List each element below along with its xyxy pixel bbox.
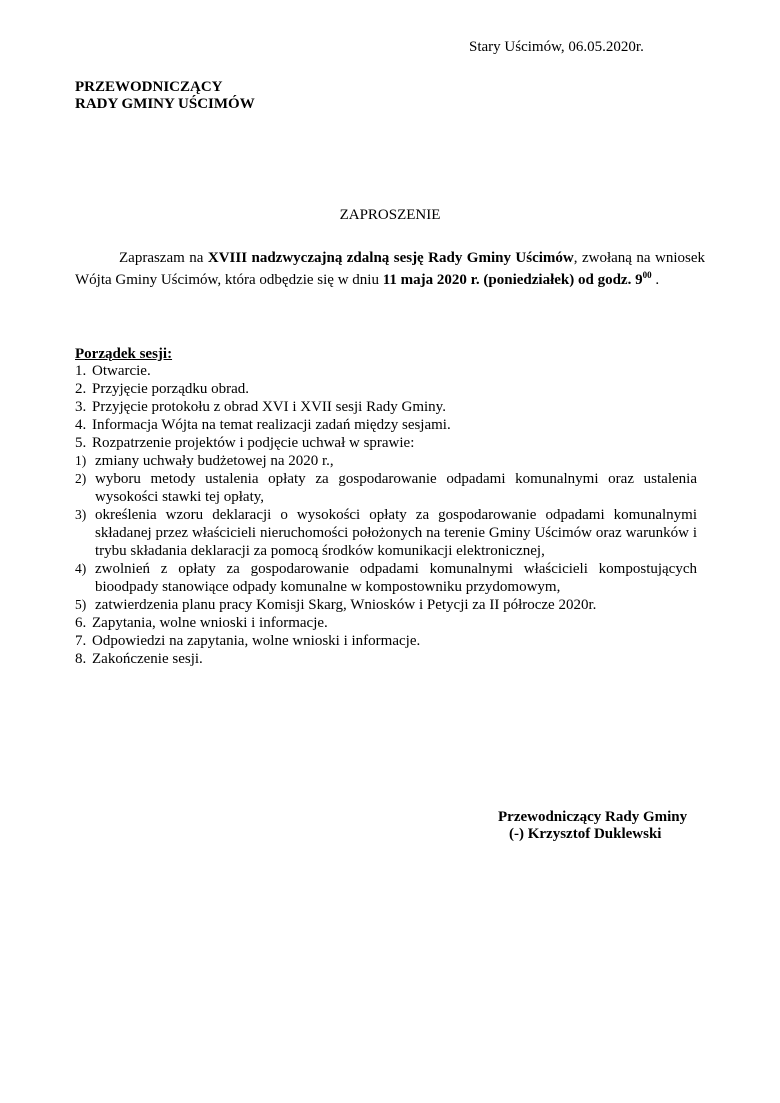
agenda-item-number: 5. <box>75 435 87 451</box>
agenda-subitem-text: zwolnień z opłaty za gospodarowanie odpadami komunalnymi właścicieli kompostujących bioodpady stanowiące odpady komunalne w kompostowniku przydomowym, <box>95 561 697 595</box>
agenda-item-text: Zapytania, wolne wnioski i informacje. <box>92 615 328 631</box>
agenda-item-text: Przyjęcie protokołu z obrad XVI i XVII sesji Rady Gminy. <box>92 399 446 415</box>
invitation-paragraph <box>75 247 705 291</box>
signature-title: Przewodniczący Rady Gminy <box>498 809 688 825</box>
agenda-subitem-number: 2) <box>75 471 87 486</box>
agenda-item <box>75 380 705 398</box>
agenda-item-number: 2. <box>75 381 87 397</box>
sender-title: PRZEWODNICZĄCY <box>75 79 223 95</box>
place-date: Stary Uścimów, 06.05.2020r. <box>469 39 644 55</box>
agenda-item <box>75 632 705 650</box>
agenda-item-number: 1. <box>75 363 87 379</box>
agenda-item-number: 3. <box>75 399 87 415</box>
agenda-item-text: Informacja Wójta na temat realizacji zadań między sesjami. <box>92 417 451 433</box>
agenda-item-number: 7. <box>75 633 87 649</box>
document-title: ZAPROSZENIE <box>339 207 441 223</box>
agenda-item-text: Odpowiedzi na zapytania, wolne wnioski i informacje. <box>92 633 421 649</box>
agenda-item <box>75 650 705 668</box>
agenda-subitem <box>75 596 705 614</box>
agenda-item-number: 6. <box>75 615 87 631</box>
agenda-item-text: Przyjęcie porządku obrad. <box>92 381 250 397</box>
agenda-subitem <box>75 560 705 596</box>
session-name: XVIII nadzwyczajną zdalną sesję Rady Gminy Uścimów <box>207 250 574 266</box>
agenda-item <box>75 416 705 434</box>
agenda-subitem-text: zatwierdzenia planu pracy Komisji Skarg, Wniosków i Petycji za II półrocze 2020r. <box>95 597 597 613</box>
session-date <box>383 272 652 288</box>
session-time-minutes: 00 <box>642 270 652 280</box>
agenda-list <box>75 362 705 668</box>
agenda-subitem-text: określenia wzoru deklaracji o wysokości opłaty za gospodarowanie odpadami komunalnymi składanej przez właścicieli nieruchomości położonych na terenie Gminy Uścimów oraz warunków i trybu składania deklaracji za pomocą środków komunikacji elektronicznej, <box>95 507 697 559</box>
agenda-subitem-text: wyboru metody ustalenia opłaty za gospodarowanie odpadami komunalnymi oraz ustalenia wysokości stawki tej opłaty, <box>95 471 697 505</box>
agenda-item-number: 4. <box>75 417 87 433</box>
agenda-subitem <box>75 506 705 560</box>
intro-text-1: Zapraszam na <box>119 250 208 266</box>
agenda-item-number: 8. <box>75 651 87 667</box>
sender-organization: RADY GMINY UŚCIMÓW <box>75 96 255 112</box>
agenda-item-text: Zakończenie sesji. <box>92 651 203 667</box>
signature-name: (-) Krzysztof Duklewski <box>509 826 662 842</box>
agenda-subitem <box>75 470 705 506</box>
agenda-item <box>75 434 705 452</box>
intro-text-2: , zwołaną na wniosek Wójta Gminy Uścimów, która odbędzie się w dniu <box>75 250 705 288</box>
agenda-item <box>75 614 705 632</box>
agenda-subitem <box>75 452 705 470</box>
agenda-subitem-number: 4) <box>75 561 87 576</box>
agenda-subitem-number: 3) <box>75 507 87 522</box>
agenda-item <box>75 362 705 380</box>
agenda-subitem-number: 1) <box>75 453 87 468</box>
agenda-subitem-number: 5) <box>75 597 87 612</box>
agenda-item-text: Rozpatrzenie projektów i podjęcie uchwał w sprawie: <box>92 435 415 451</box>
session-date-text: 11 maja 2020 r. (poniedziałek) od godz. 9 <box>382 272 643 288</box>
agenda-item-text: Otwarcie. <box>92 363 151 379</box>
agenda-title: Porządek sesji: <box>75 346 173 362</box>
agenda-subitem-text: zmiany uchwały budżetowej na 2020 r., <box>95 453 334 469</box>
intro-text-3: . <box>651 272 660 288</box>
agenda-item <box>75 398 705 416</box>
